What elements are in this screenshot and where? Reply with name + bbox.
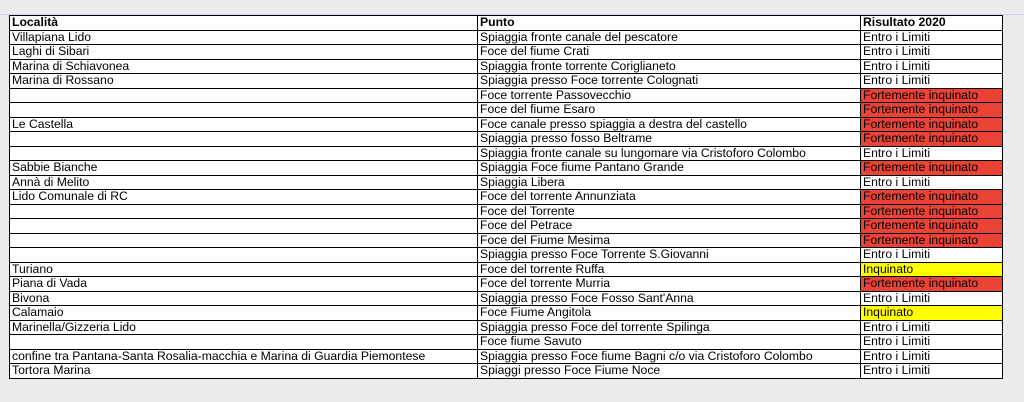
cell-localita[interactable] (10, 146, 478, 161)
cell-punto[interactable]: Foce fiume Savuto (478, 335, 861, 350)
cell-risultato[interactable]: Inquinato (861, 262, 1003, 277)
table-row (10, 132, 1003, 147)
cell-punto[interactable]: Spiaggia presso Foce torrente Colognati (478, 74, 861, 89)
cell-localita[interactable] (10, 335, 478, 350)
cell-risultato[interactable]: Entro i Limiti (861, 175, 1003, 190)
cell-punto[interactable]: Foce torrente Passovecchio (478, 88, 861, 103)
table-row (10, 59, 1003, 74)
cell-risultato[interactable]: Fortemente inquinato (861, 233, 1003, 248)
cell-localita[interactable]: Marinella/Gizzeria Lido (10, 320, 478, 335)
cell-localita[interactable] (10, 204, 478, 219)
cell-localita[interactable]: Sabbie Bianche (10, 161, 478, 176)
table-row (10, 146, 1003, 161)
cell-localita[interactable]: Le Castella (10, 117, 478, 132)
table-row (10, 117, 1003, 132)
cell-localita[interactable] (10, 219, 478, 234)
table-row (10, 291, 1003, 306)
table-row (10, 204, 1003, 219)
cell-punto[interactable]: Foce del torrente Ruffa (478, 262, 861, 277)
table-row (10, 219, 1003, 234)
cell-punto[interactable]: Spiaggia Libera (478, 175, 861, 190)
cell-localita[interactable]: Villapiana Lido (10, 30, 478, 45)
cell-punto[interactable]: Foce del fiume Crati (478, 45, 861, 60)
table-row (10, 190, 1003, 205)
cell-risultato[interactable]: Entro i Limiti (861, 74, 1003, 89)
cell-risultato[interactable]: Fortemente inquinato (861, 219, 1003, 234)
cell-localita[interactable]: Turiano (10, 262, 478, 277)
table-row (10, 233, 1003, 248)
table-row (10, 335, 1003, 350)
cell-risultato[interactable]: Entro i Limiti (861, 335, 1003, 350)
cell-localita[interactable]: Tortora Marina (10, 364, 478, 379)
cell-localita[interactable] (10, 103, 478, 118)
cell-punto[interactable]: Foce canale presso spiaggia a destra del castello (478, 117, 861, 132)
cell-risultato[interactable]: Entro i Limiti (861, 248, 1003, 263)
cell-risultato[interactable]: Fortemente inquinato (861, 277, 1003, 292)
cell-localita[interactable]: Lido Comunale di RC (10, 190, 478, 205)
cell-localita[interactable] (10, 132, 478, 147)
table-row (10, 320, 1003, 335)
cell-localita[interactable] (10, 88, 478, 103)
cell-punto[interactable]: Spiaggia Foce fiume Pantano Grande (478, 161, 861, 176)
cell-punto[interactable]: Spiaggia presso Foce del torrente Spilinga (478, 320, 861, 335)
cell-punto[interactable]: Spiaggi presso Foce Fiume Noce (478, 364, 861, 379)
cell-risultato[interactable]: Entro i Limiti (861, 30, 1003, 45)
cell-risultato[interactable]: Fortemente inquinato (861, 88, 1003, 103)
table-row (10, 349, 1003, 364)
cell-punto[interactable]: Spiaggia presso Foce Fosso Sant'Anna (478, 291, 861, 306)
results-table (9, 15, 1003, 379)
cell-punto[interactable]: Spiaggia presso Foce fiume Bagni c/o via Cristoforo Colombo (478, 349, 861, 364)
cell-risultato[interactable]: Fortemente inquinato (861, 190, 1003, 205)
cell-risultato[interactable]: Fortemente inquinato (861, 117, 1003, 132)
table-row (10, 30, 1003, 45)
cell-punto[interactable]: Spiaggia fronte torrente Coriglianeto (478, 59, 861, 74)
cell-punto[interactable]: Spiaggia fronte canale su lungomare via Cristoforo Colombo (478, 146, 861, 161)
table-row (10, 277, 1003, 292)
cell-punto[interactable]: Foce del torrente Annunziata (478, 190, 861, 205)
cell-localita[interactable]: Laghi di Sibari (10, 45, 478, 60)
header-localita: Località (10, 16, 478, 31)
cell-localita[interactable]: Annà di Melito (10, 175, 478, 190)
cell-risultato[interactable]: Fortemente inquinato (861, 103, 1003, 118)
cell-punto[interactable]: Foce del fiume Esaro (478, 103, 861, 118)
cell-risultato[interactable]: Entro i Limiti (861, 146, 1003, 161)
table-row (10, 88, 1003, 103)
cell-localita[interactable]: Marina di Schiavonea (10, 59, 478, 74)
cell-risultato[interactable]: Fortemente inquinato (861, 204, 1003, 219)
header-punto: Punto (478, 16, 861, 31)
cell-punto[interactable]: Foce del Petrace (478, 219, 861, 234)
table-row (10, 103, 1003, 118)
table-row (10, 248, 1003, 263)
cell-risultato[interactable]: Fortemente inquinato (861, 132, 1003, 147)
cell-risultato[interactable]: Entro i Limiti (861, 320, 1003, 335)
cell-risultato[interactable]: Entro i Limiti (861, 45, 1003, 60)
cell-punto[interactable]: Foce del Fiume Mesima (478, 233, 861, 248)
cell-localita[interactable]: Calamaio (10, 306, 478, 321)
cell-risultato[interactable]: Entro i Limiti (861, 364, 1003, 379)
cell-localita[interactable]: Marina di Rossano (10, 74, 478, 89)
table-row (10, 74, 1003, 89)
cell-punto[interactable]: Foce Fiume Angitola (478, 306, 861, 321)
cell-localita[interactable]: Piana di Vada (10, 277, 478, 292)
cell-localita[interactable]: Bivona (10, 291, 478, 306)
table-row (10, 45, 1003, 60)
header-row (10, 16, 1003, 31)
cell-risultato[interactable]: Entro i Limiti (861, 59, 1003, 74)
cell-punto[interactable]: Spiaggia presso fosso Beltrame (478, 132, 861, 147)
table-row (10, 306, 1003, 321)
cell-localita[interactable] (10, 248, 478, 263)
table-body (10, 30, 1003, 378)
cell-risultato[interactable]: Entro i Limiti (861, 349, 1003, 364)
table-row (10, 262, 1003, 277)
cell-localita[interactable] (10, 233, 478, 248)
cell-localita[interactable]: confine tra Pantana-Santa Rosalia-macchia e Marina di Guardia Piemontese (10, 349, 478, 364)
cell-risultato[interactable]: Inquinato (861, 306, 1003, 321)
cell-punto[interactable]: Foce del Torrente (478, 204, 861, 219)
table-row (10, 175, 1003, 190)
cell-punto[interactable]: Spiaggia fronte canale del pescatore (478, 30, 861, 45)
header-risultato: Risultato 2020 (861, 16, 1003, 31)
cell-punto[interactable]: Foce del torrente Murria (478, 277, 861, 292)
cell-risultato[interactable]: Fortemente inquinato (861, 161, 1003, 176)
table-row (10, 364, 1003, 379)
cell-punto[interactable]: Spiaggia presso Foce Torrente S.Giovanni (478, 248, 861, 263)
table-row (10, 161, 1003, 176)
cell-risultato[interactable]: Entro i Limiti (861, 291, 1003, 306)
